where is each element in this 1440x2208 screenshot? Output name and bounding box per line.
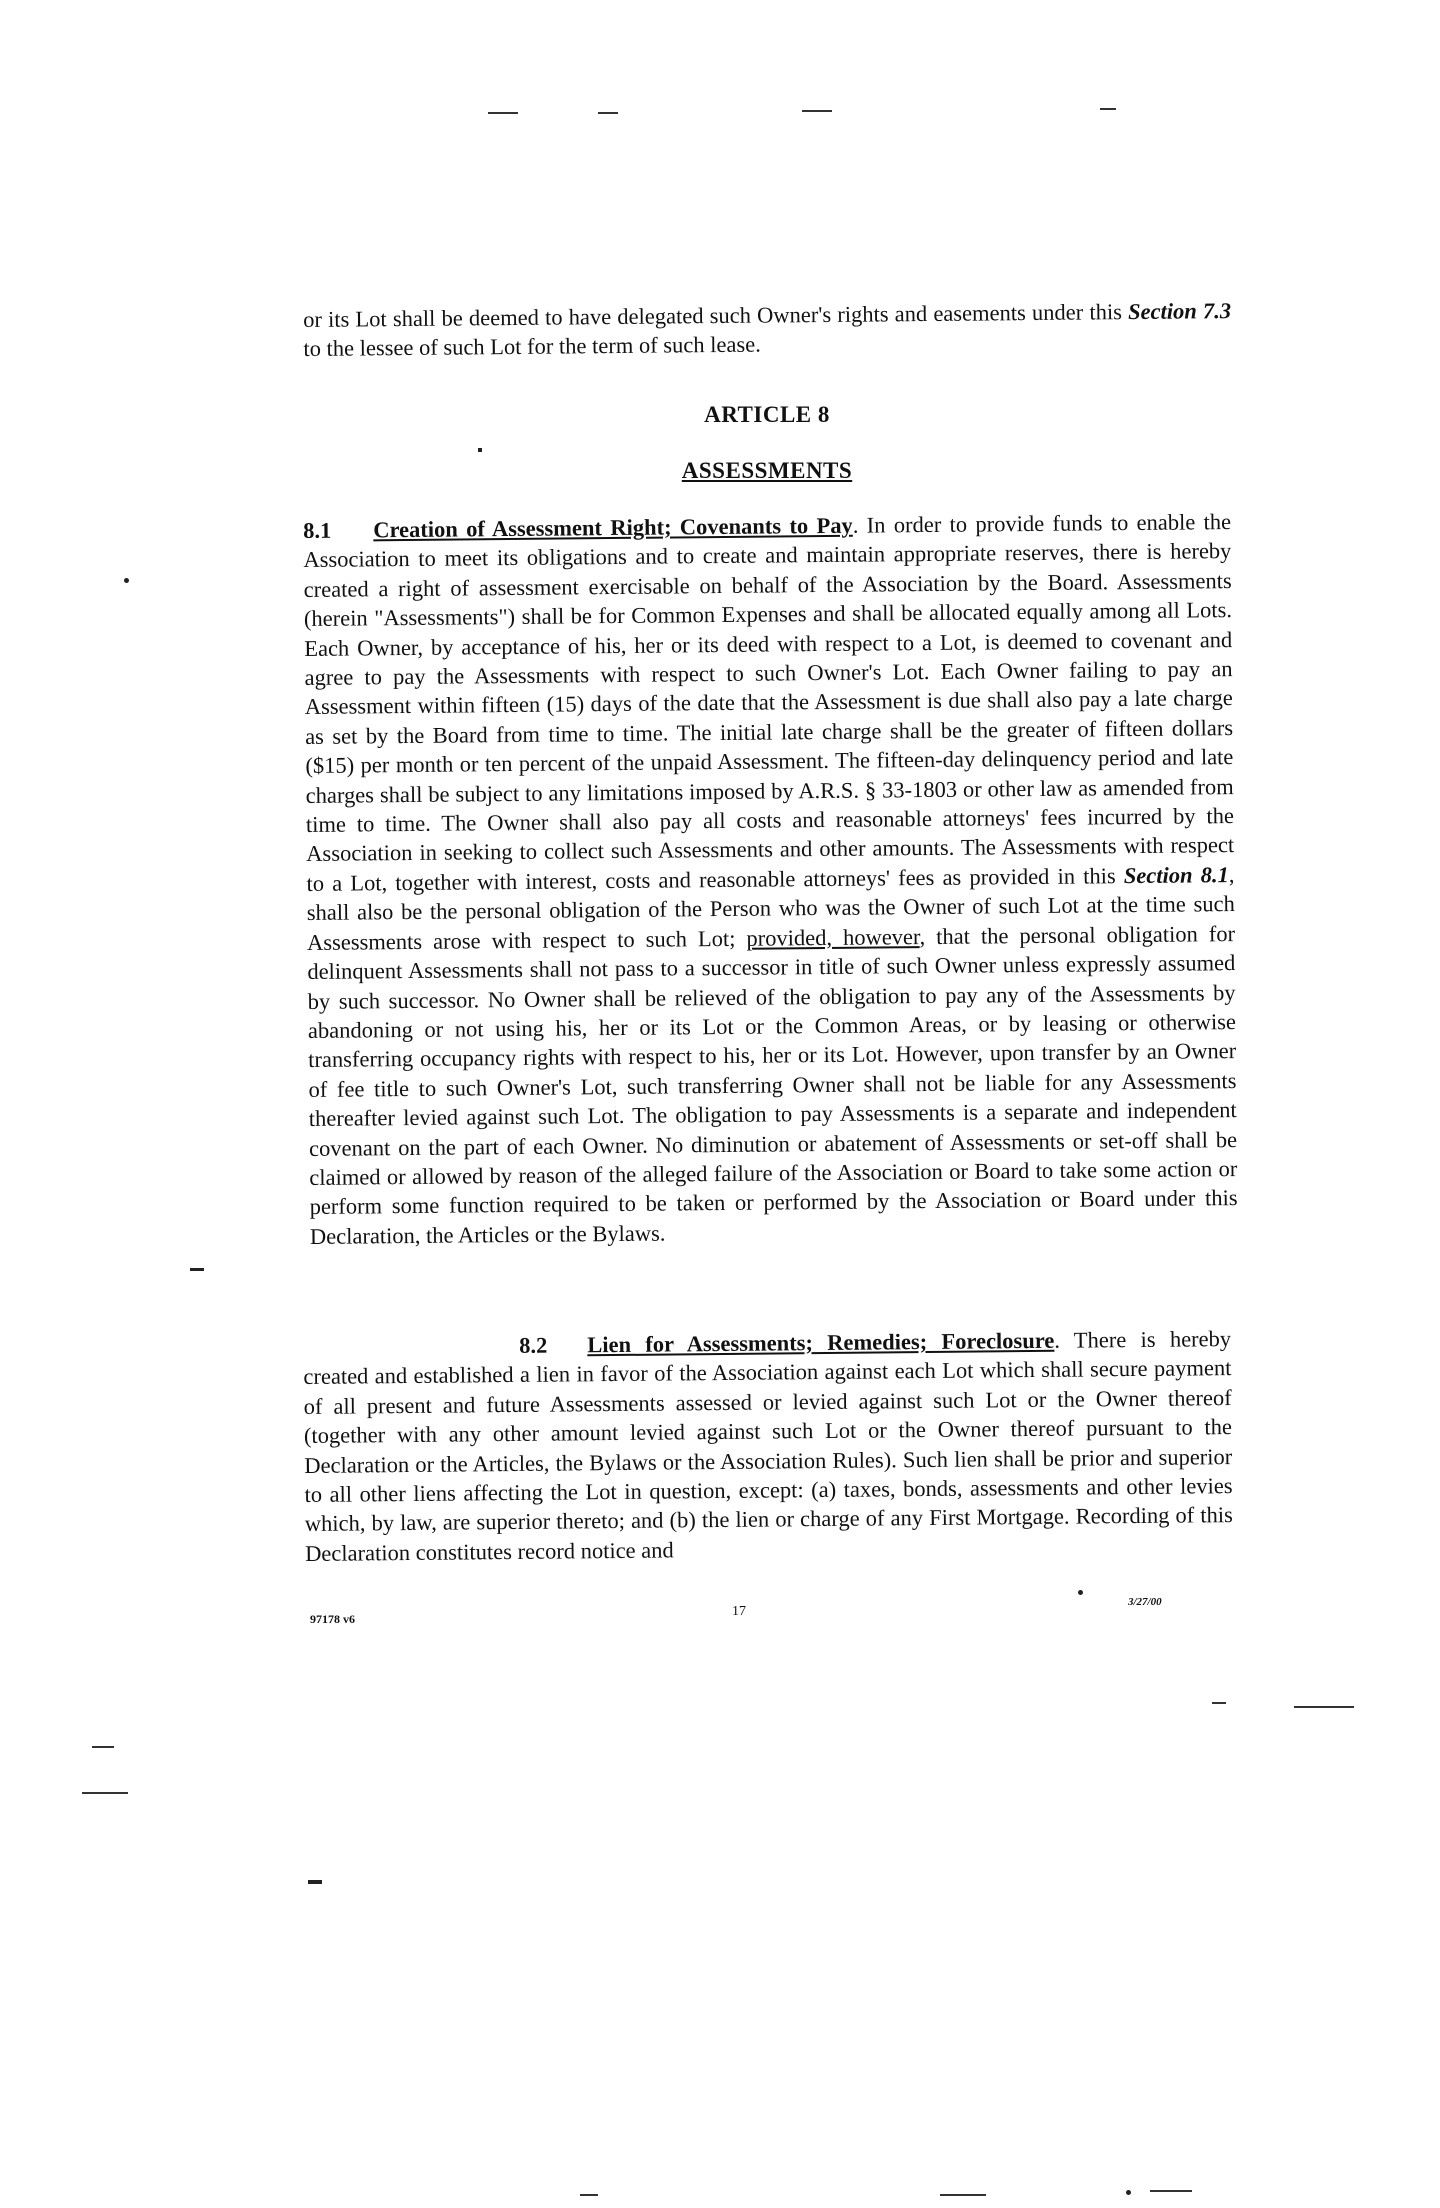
scan-artifact xyxy=(488,112,518,114)
scan-artifact xyxy=(802,110,832,112)
section-8-2-period: . xyxy=(1054,1327,1061,1353)
scan-artifact xyxy=(190,1268,204,1271)
section-8-1-paragraph xyxy=(303,507,1238,1251)
section-8-2-title: Lien for Assessments; Remedies; Foreclosure xyxy=(587,1327,1055,1358)
section-8-1-proviso: provided, however xyxy=(746,923,920,951)
scan-artifact xyxy=(940,2194,986,2196)
scan-artifact xyxy=(1294,1706,1354,1708)
section-8-1-text-c: , that the personal obligation for delinquent Assessments shall not pass to a successor in title of such Owner unless expressly assumed by such successor. No Owner shall be relieved of the obligation to pay any of the Assessments by abandoning or not using his, her or its Lot or the Common Areas, or by leasing or otherwise transferring occupancy rights with respect to his, her or its Lot. However, upon transfer by an Owner of fee title to such Owner's Lot, such transferring Owner shall not be liable for any Assessments thereafter levied against such Lot. The obligation to pay Assessments is a separate and independent covenant on the part of each Owner. No diminution or abatement of Assessments or set-off shall be claimed or allowed by reason of the alleged failure of the Association or Board to take some action or perform some function required to be taken or performed by the Association or Board under this Declaration, the Articles or the Bylaws. xyxy=(307,920,1238,1249)
section-reference-8-1: Section 8.1 xyxy=(1123,862,1229,889)
scan-artifact xyxy=(1212,1702,1226,1704)
continuation-text-pre: or its Lot shall be deemed to have delegated such Owner's rights and easements under this xyxy=(303,299,1129,332)
continuation-paragraph xyxy=(303,296,1232,364)
scan-artifact xyxy=(598,112,618,114)
section-8-1-text-b: , shall also be the personal obligation of the Person who was the Owner of such Lot at the time such Assessments arose with respect to such Lot; xyxy=(306,861,1235,955)
footer-page-number: 17 xyxy=(732,1604,746,1619)
section-8-1-period: . xyxy=(852,512,859,538)
section-8-2-paragraph xyxy=(303,1324,1233,1568)
article-heading: ARTICLE 8 xyxy=(704,402,830,427)
section-8-2-number: 8.2 xyxy=(519,1332,548,1358)
footer-document-id: 97178 v6 xyxy=(310,1612,355,1626)
continuation-text-post: to the lessee of such Lot for the term of such lease. xyxy=(303,332,761,362)
scan-artifact xyxy=(1126,2190,1131,2195)
footer-date: 3/27/00 xyxy=(1128,1596,1162,1608)
section-8-1-number: 8.1 xyxy=(303,517,332,543)
scan-artifact xyxy=(82,1792,128,1794)
section-reference-7-3: Section 7.3 xyxy=(1127,298,1232,325)
scan-artifact xyxy=(580,2194,598,2196)
section-8-1-title: Creation of Assessment Right; Covenants to Pay xyxy=(373,512,853,543)
section-8-2-text: There is hereby created and established a lien in favor of the Association against each Lot which shall secure payment of all present and future Assessments assessed or levied against such Lot or the Owner thereof (together with any other amount levied against such Lot or the Owner thereof pursuant to the Declaration or the Articles, the Bylaws or the Association Rules). Such lien shall be prior and superior to all other liens affecting the Lot in question, except: (a) taxes, bonds, assessments and other levies which, by law, are superior thereto; and (b) the lien or charge of any First Mortgage. Recording of this Declaration constitutes record notice and xyxy=(303,1326,1233,1566)
scan-artifact xyxy=(308,1880,322,1884)
scan-artifact xyxy=(92,1746,114,1748)
scan-artifact xyxy=(1150,2190,1192,2192)
section-8-1-text-a: In order to provide funds to enable the Association to meet its obligations and to create and maintain appropriate reserves, there is hereby created a right of assessment exercisable on behalf of the Association by the Board. Assessments (herein "Assessments") shall be for Common Expenses and shall be allocated equally among all Lots. Each Owner, by acceptance of his, her or its deed with respect to a Lot, is deemed to covenant and agree to pay the Assessments with respect to such Owner's Lot. Each Owner failing to pay an Assessment within fifteen (15) days of the date that the Assessment is due shall also pay a late charge as set by the Board from time to time. The initial late charge shall be the greater of fifteen dollars ($15) per month or ten percent of the unpaid Assessment. The fifteen-day delinquency period and late charges shall be subject to any limitations imposed by A.R.S. § 33-1803 or other law as amended from time to time. The Owner shall also pay all costs and reasonable attorneys' fees incurred by the Association in seeking to collect such Assessments and other amounts. The Assessments with respect to a Lot, together with interest, costs and reasonable attorneys' fees as provided in this xyxy=(303,509,1235,896)
scan-artifact xyxy=(124,578,129,583)
scan-artifact xyxy=(1078,1590,1083,1595)
article-subheading: ASSESSMENTS xyxy=(681,458,853,483)
scan-artifact xyxy=(478,448,482,452)
scan-artifact xyxy=(1100,108,1116,110)
